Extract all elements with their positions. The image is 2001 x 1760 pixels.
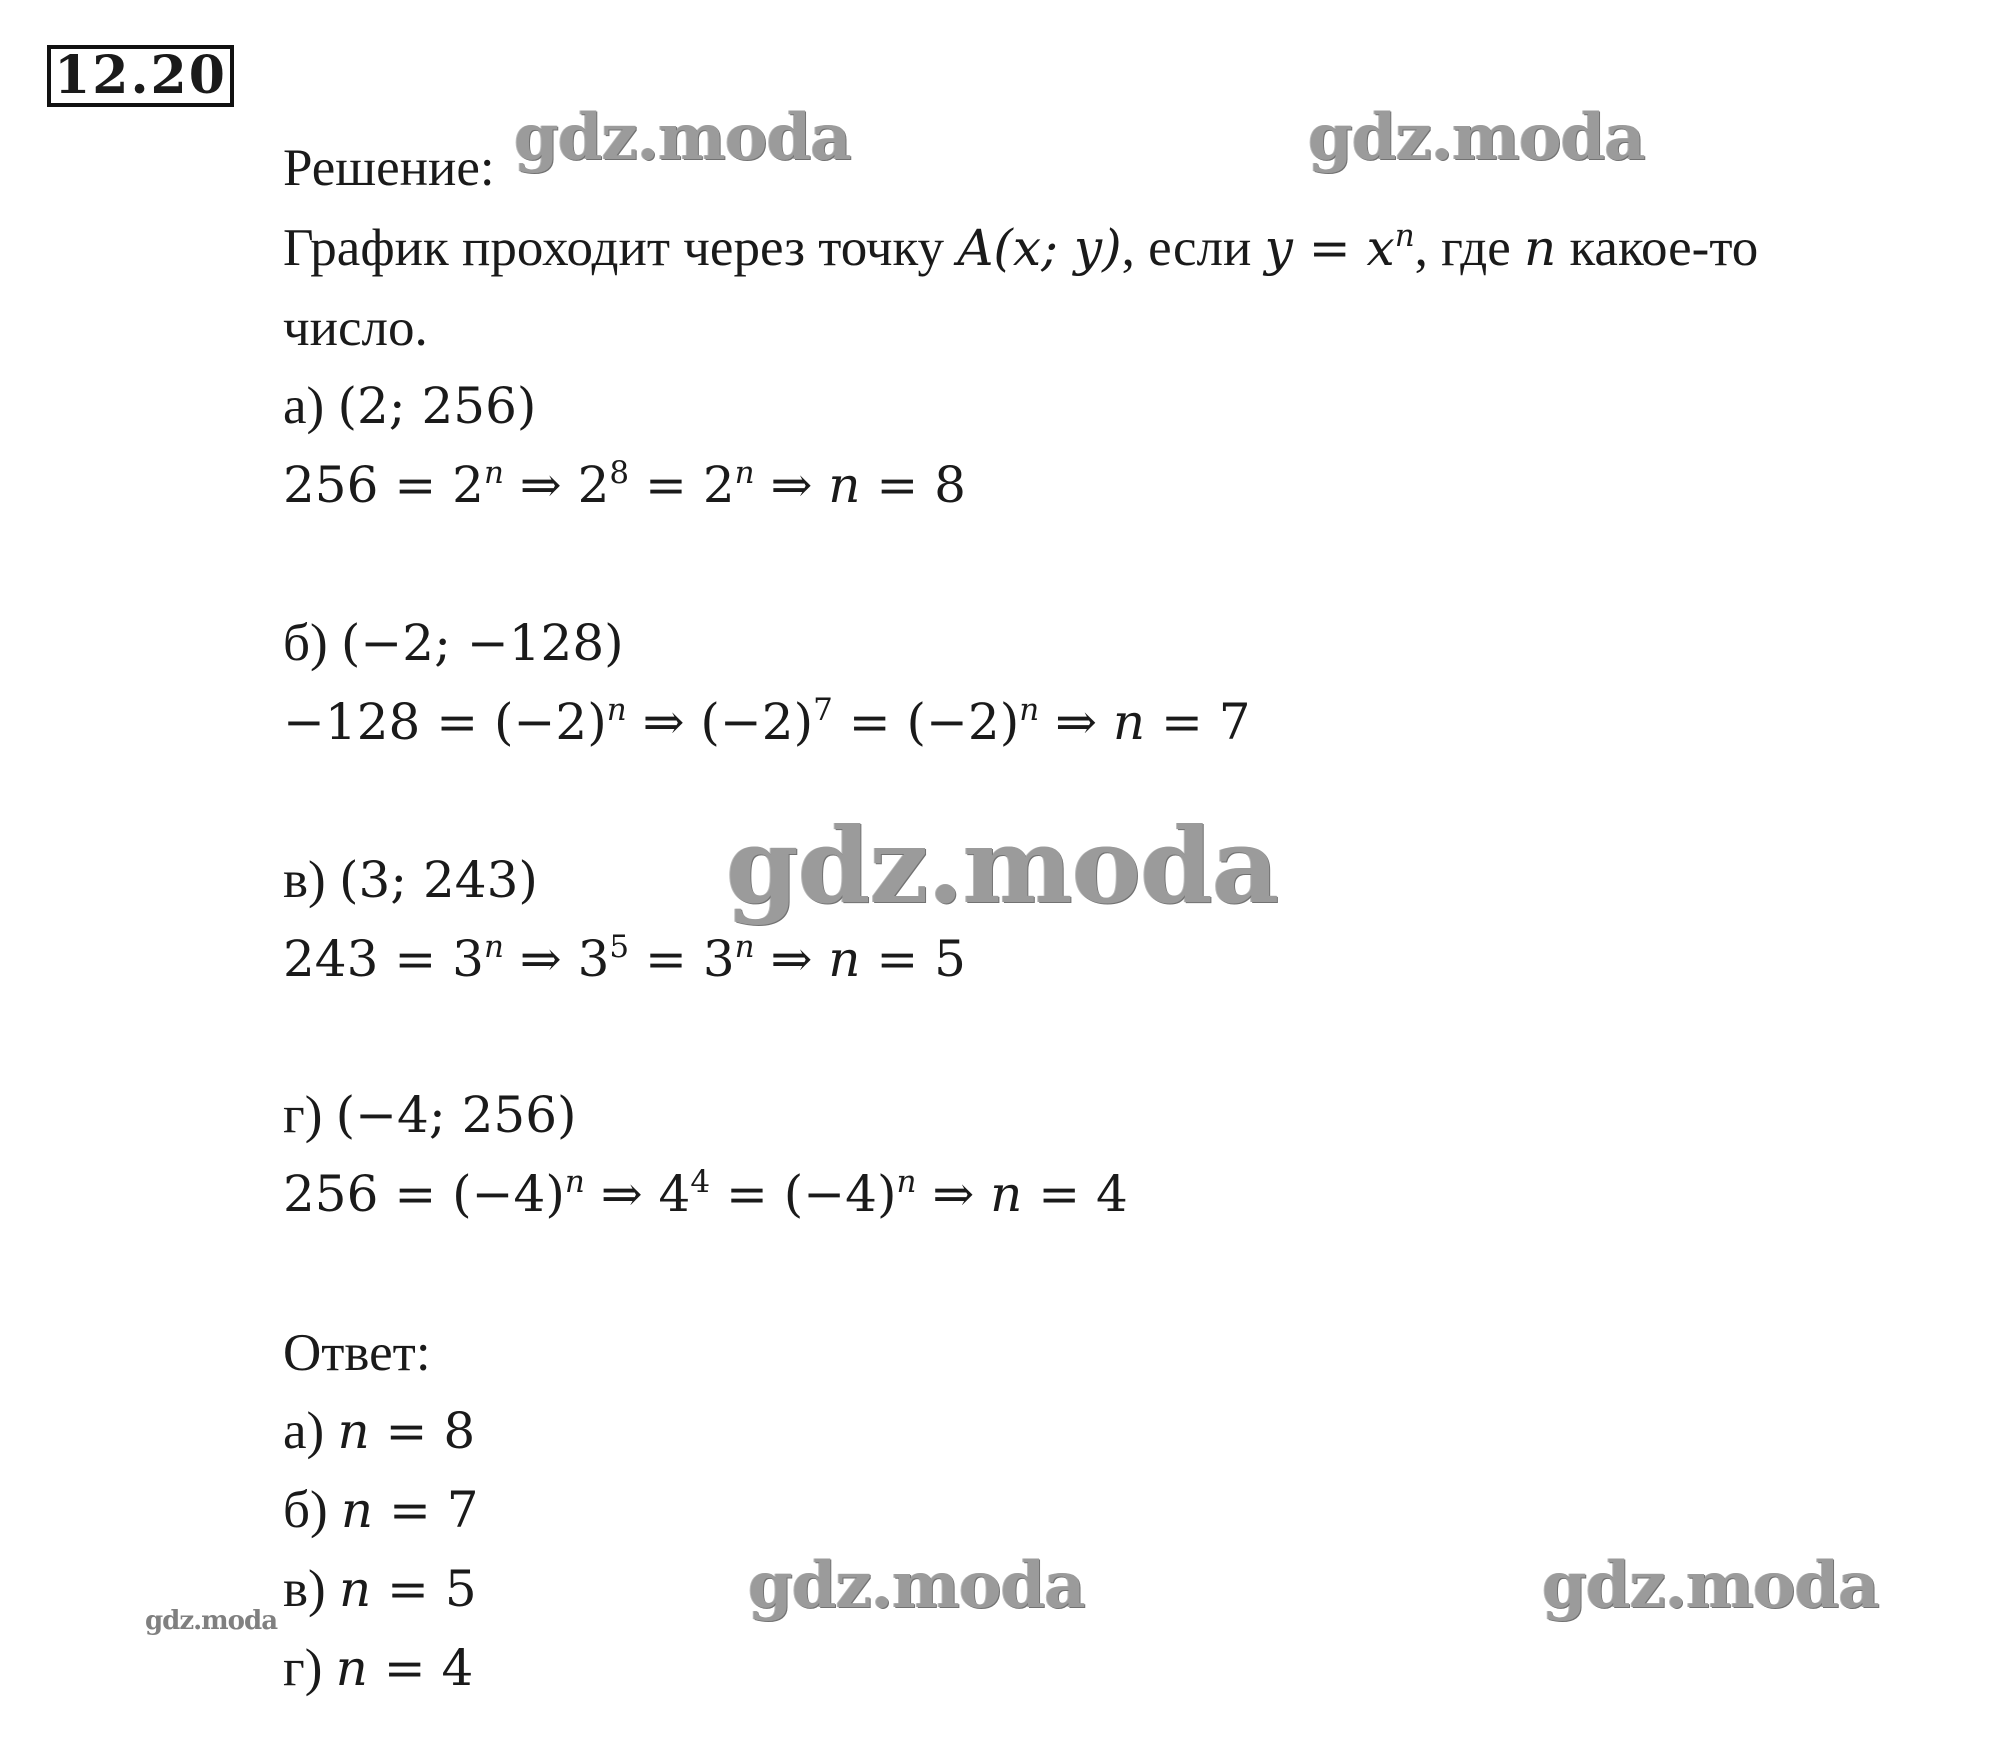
intro-n: n — [1524, 219, 1557, 277]
intro-formula: $y = x^n$ — [1264, 217, 1415, 277]
part-v-equation: $243 = 3^n$ ⇒ $3^5 = 3^n$ ⇒ n = 5 — [283, 928, 966, 988]
part-a-equation: $256 = 2^n$ ⇒ $2^8 = 2^n$ ⇒ n = 8 — [283, 454, 966, 514]
watermark: gdz.moda — [748, 1548, 1085, 1623]
answer-item-v: в) n = 5 — [283, 1560, 477, 1618]
part-g-point — [283, 1085, 577, 1145]
watermark: gdz.moda — [1542, 1548, 1879, 1623]
part-v-coords: (3; 243) — [338, 851, 538, 909]
part-b-coords: (−2; −128) — [340, 614, 624, 672]
intro-suffix-2: какое-то — [1556, 219, 1759, 277]
part-g-equation: $256 = (-4)^n$ ⇒ $4^4 = (-4)^n$ ⇒ n = 4 — [283, 1163, 1128, 1223]
intro-middle: , если — [1121, 219, 1265, 277]
answer-item-g: г) n = 4 — [283, 1639, 474, 1697]
answer-item-b: б) n = 7 — [283, 1481, 479, 1539]
watermark: gdz.moda — [514, 100, 851, 175]
intro-line-1 — [283, 218, 1758, 278]
intro-prefix: График проходит через точку — [283, 219, 958, 277]
part-g-label: г) — [283, 1086, 336, 1144]
part-b-point — [283, 613, 624, 673]
part-a-label: а) — [283, 377, 338, 435]
part-g-coords: (−4; 256) — [335, 1086, 577, 1144]
watermark: gdz.moda — [145, 1606, 278, 1636]
intro-suffix-1: , где — [1414, 219, 1525, 277]
problem-number: 12.20 — [47, 45, 234, 107]
watermark: gdz.moda — [1308, 100, 1645, 175]
part-b-equation: $-128 = (-2)^n$ ⇒ $(-2)^7 = (-2)^n$ ⇒ n = 7 — [283, 691, 1251, 751]
watermark: gdz.moda — [726, 804, 1279, 927]
solution-heading: Решение: — [283, 139, 495, 197]
answer-item-a: а) n = 8 — [283, 1402, 476, 1460]
part-v-point — [283, 850, 538, 910]
part-a-point — [283, 376, 536, 436]
intro-point: A(x; y) — [957, 219, 1122, 277]
part-a-coords: (2; 256) — [337, 377, 537, 435]
intro-line-2: число. — [283, 299, 428, 357]
part-b-label: б) — [283, 614, 341, 672]
answer-heading: Ответ: — [283, 1324, 431, 1382]
part-v-label: в) — [283, 851, 339, 909]
